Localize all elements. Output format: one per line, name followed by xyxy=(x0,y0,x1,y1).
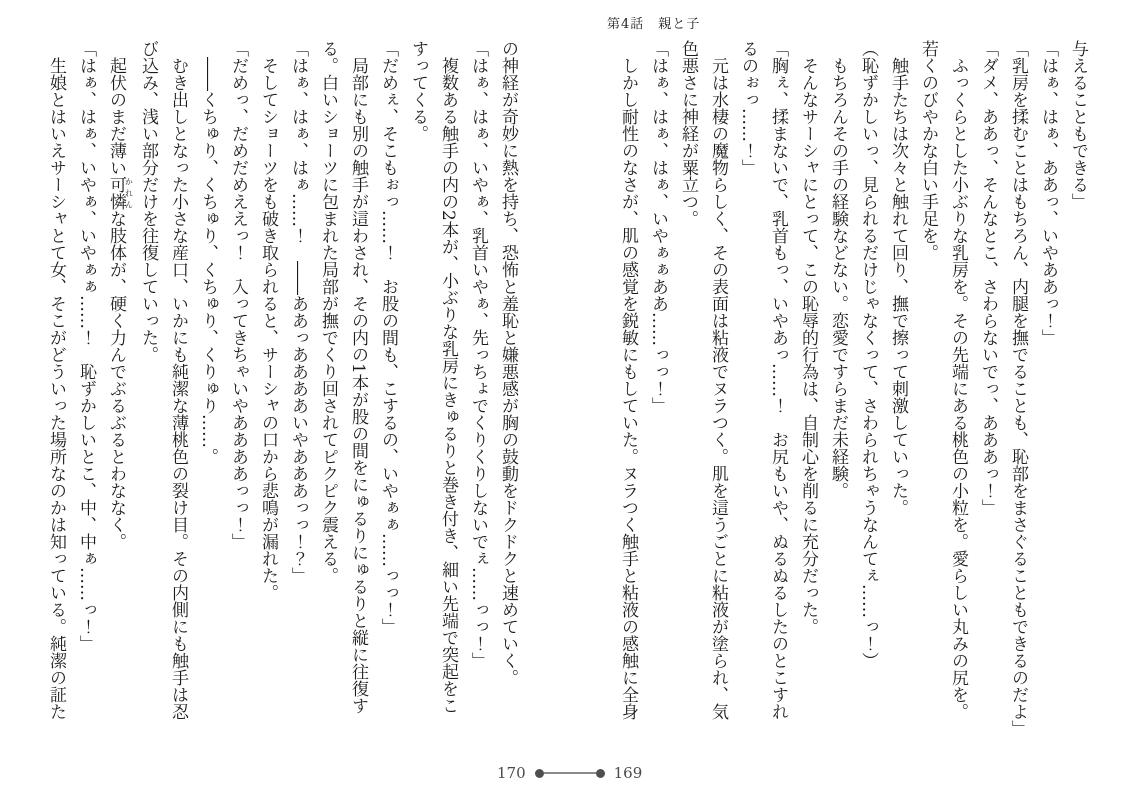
text-line: むき出しとなった小さな産口、いかにも純潔な薄桃色の裂け目。その内側にも触手は忍 xyxy=(168,57,188,720)
text-line: 「だめぇ、そこもぉっ……！ お股の間も、こするの、いやぁぁ……っっ！」 xyxy=(378,40,398,635)
page-left-text xyxy=(43,40,523,758)
gutter-line xyxy=(544,772,596,774)
gutter-dot-right-icon xyxy=(596,769,605,778)
text-line: 起伏のまだ薄い可憐かれんな肢体が、硬く力んでぶるぶるとわななく。 xyxy=(106,57,134,550)
text-line: 「はぁ、はぁ、ああっ、いやああっ！」 xyxy=(1038,40,1058,346)
page-number-left: 170 xyxy=(497,764,526,782)
text-line: 「はぁ、はぁ、いやぁ、乳首いやぁ、先っちょでくりくりしないでぇ……っっ！」 xyxy=(468,40,488,669)
text-line: 局部にも別の触手が這わされ、その内の1本が股の間をにゅるりにゅるりと縦に往復す xyxy=(348,57,368,714)
text-line: 与えることもできる」 xyxy=(1068,40,1088,210)
text-line: すってくる。 xyxy=(408,40,428,142)
text-line: 色悪さに神経が粟立つ。 xyxy=(678,40,698,227)
text-line: （恥ずかしいっ、見られるだけじゃなくって、さわられちゃうなんてぇ……っ！） xyxy=(858,40,878,669)
text-line: 若くのびやかな白い手足を。 xyxy=(918,40,938,261)
text-line: るのぉっ……！」 xyxy=(738,40,758,176)
text-line: 「だめっ、だめだめええっ！ 入ってきちゃいやああああっっ！」 xyxy=(228,40,248,550)
text-line: 「はぁ、はぁ、はぁ、いやぁぁああ……っっ！」 xyxy=(648,40,668,414)
text-line: の神経が奇妙に熱を持ち、恐怖と羞恥と嫌悪感が胸の鼓動をドクドクと速めていく。 xyxy=(498,40,518,686)
page-right-text xyxy=(613,40,1093,758)
gutter-dot-left-icon xyxy=(535,769,544,778)
page-footer xyxy=(497,764,642,782)
gutter-rule xyxy=(535,769,605,778)
text-line: そしてショーツをも破き取られると、サーシャの口から悲鳴が漏れた。 xyxy=(258,57,278,601)
ruby-annotation: 可憐かれん xyxy=(106,176,134,210)
text-line: る。白いショーツに包まれた局部が撫でくり回されてピクピク震える。 xyxy=(318,40,338,584)
text-line: び込み、浅い部分だけを往復していった。 xyxy=(138,40,158,363)
text-line: 元は水棲の魔物らしく、その表面は粘液でヌラつく。肌を這うごとに粘液が塗られ、気 xyxy=(708,57,728,720)
text-line: 触手たちは次々と触れて回り、撫で擦って刺激していった。 xyxy=(888,57,908,516)
text-line: しかし耐性のなさが、肌の感覚を鋭敏にもしていた。ヌラつく触手と粘液の感触に全身 xyxy=(618,57,638,720)
text-line: ふっくらとした小ぶりな乳房を。その先端にある桃色の小粒を。愛らしい丸みの尻を。 xyxy=(948,57,968,720)
text-line: 「胸ぇ、揉まないで、乳首もっ、いやあっ……！ お尻もいや、ぬるぬるしたのとこすれ xyxy=(768,40,788,720)
text-line: 複数ある触手の内の2本が、小ぶりな乳房にきゅるりと巻き付き、細い先端で突起をこ xyxy=(438,57,458,714)
text-line: 生娘とはいえサーシャとて女、そこがどういった場所なのかは知っている。純潔の証た xyxy=(46,57,66,720)
text-line: 「はぁ、はぁ、はぁ……！ ――ああっああああいやあああっっ！？」 xyxy=(288,40,308,584)
text-line: そんなサーシャにとって、この恥辱的行為は、自制心を削るに充分だった。 xyxy=(798,57,818,635)
text-line: ――くちゅり、くちゅり、くちゅり、くりゅり……。 xyxy=(198,57,218,465)
text-line: 「はぁ、はぁ、いやぁ、いやぁぁ……！ 恥ずかしいとこ、中、中ぁ……っ！」 xyxy=(76,40,96,652)
text-line: もちろんその手の経験などない。恋愛ですらまだ未経験。 xyxy=(828,57,848,499)
text-line: 「乳房を揉むことはもちろん、内腿を撫でることも、恥部をまさぐることもできるのだよ」 xyxy=(1008,40,1028,737)
page-number-right: 169 xyxy=(613,764,643,782)
text-line: 「ダメ、ああっ、そんなとこ、さわらないでっ、あああっ！」 xyxy=(978,40,998,516)
chapter-title: 第4話 親と子 xyxy=(607,17,701,32)
